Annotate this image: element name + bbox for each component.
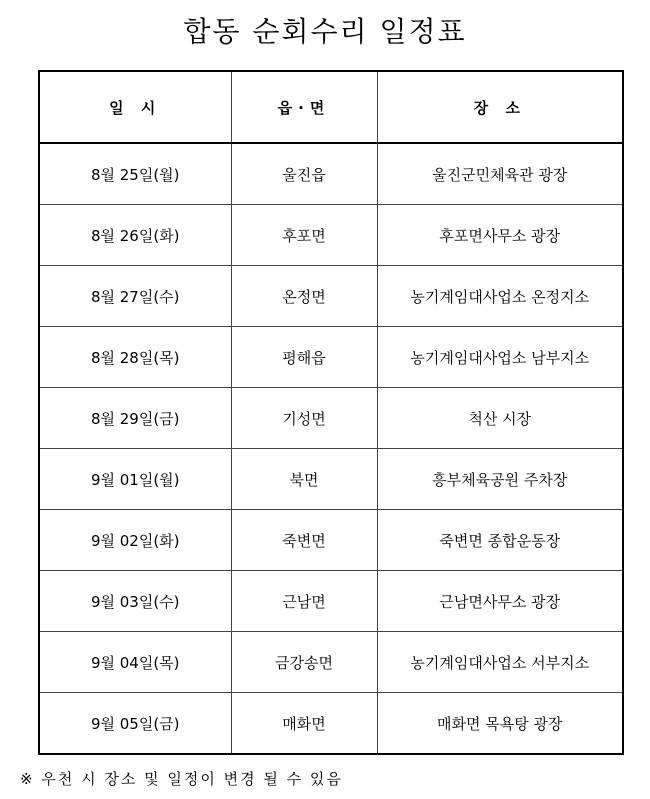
header-place: 장 소 <box>377 71 623 143</box>
cell-date: 9월 05일(금) <box>39 693 231 755</box>
cell-place: 흥부체육공원 주차장 <box>377 449 623 510</box>
table-row <box>39 143 623 205</box>
cell-town: 북면 <box>231 449 377 510</box>
header-town: 읍·면 <box>231 71 377 143</box>
cell-place: 농기계임대사업소 온정지소 <box>377 266 623 327</box>
cell-date: 8월 28일(목) <box>39 327 231 388</box>
cell-date: 9월 03일(수) <box>39 571 231 632</box>
cell-date: 9월 01일(월) <box>39 449 231 510</box>
cell-date: 9월 02일(화) <box>39 510 231 571</box>
cell-date: 8월 25일(월) <box>39 143 231 205</box>
cell-town: 죽변면 <box>231 510 377 571</box>
footnote: ※ 우천 시 장소 및 일정이 변경 될 수 있음 <box>20 770 343 788</box>
cell-town: 매화면 <box>231 693 377 755</box>
cell-place: 농기계임대사업소 남부지소 <box>377 327 623 388</box>
cell-town: 울진읍 <box>231 143 377 205</box>
cell-town: 온정면 <box>231 266 377 327</box>
table-header-row <box>39 71 623 143</box>
schedule-table <box>38 70 624 755</box>
cell-town: 후포면 <box>231 205 377 266</box>
table-row <box>39 632 623 693</box>
cell-place: 척산 시장 <box>377 388 623 449</box>
table-row <box>39 693 623 755</box>
cell-place: 매화면 목욕탕 광장 <box>377 693 623 755</box>
table-row <box>39 449 623 510</box>
cell-date: 8월 26일(화) <box>39 205 231 266</box>
cell-place: 후포면사무소 광장 <box>377 205 623 266</box>
cell-town: 근남면 <box>231 571 377 632</box>
header-date: 일 시 <box>39 71 231 143</box>
table-row <box>39 388 623 449</box>
cell-place: 근남면사무소 광장 <box>377 571 623 632</box>
table-row <box>39 327 623 388</box>
cell-town: 금강송면 <box>231 632 377 693</box>
cell-date: 8월 29일(금) <box>39 388 231 449</box>
cell-place: 죽변면 종합운동장 <box>377 510 623 571</box>
cell-date: 8월 27일(수) <box>39 266 231 327</box>
cell-town: 기성면 <box>231 388 377 449</box>
table-row <box>39 510 623 571</box>
cell-place: 울진군민체육관 광장 <box>377 143 623 205</box>
cell-place: 농기계임대사업소 서부지소 <box>377 632 623 693</box>
table-row <box>39 266 623 327</box>
page-title: 합동 순회수리 일정표 <box>183 15 467 48</box>
cell-date: 9월 04일(목) <box>39 632 231 693</box>
table-row <box>39 571 623 632</box>
cell-town: 평해읍 <box>231 327 377 388</box>
table-row <box>39 205 623 266</box>
